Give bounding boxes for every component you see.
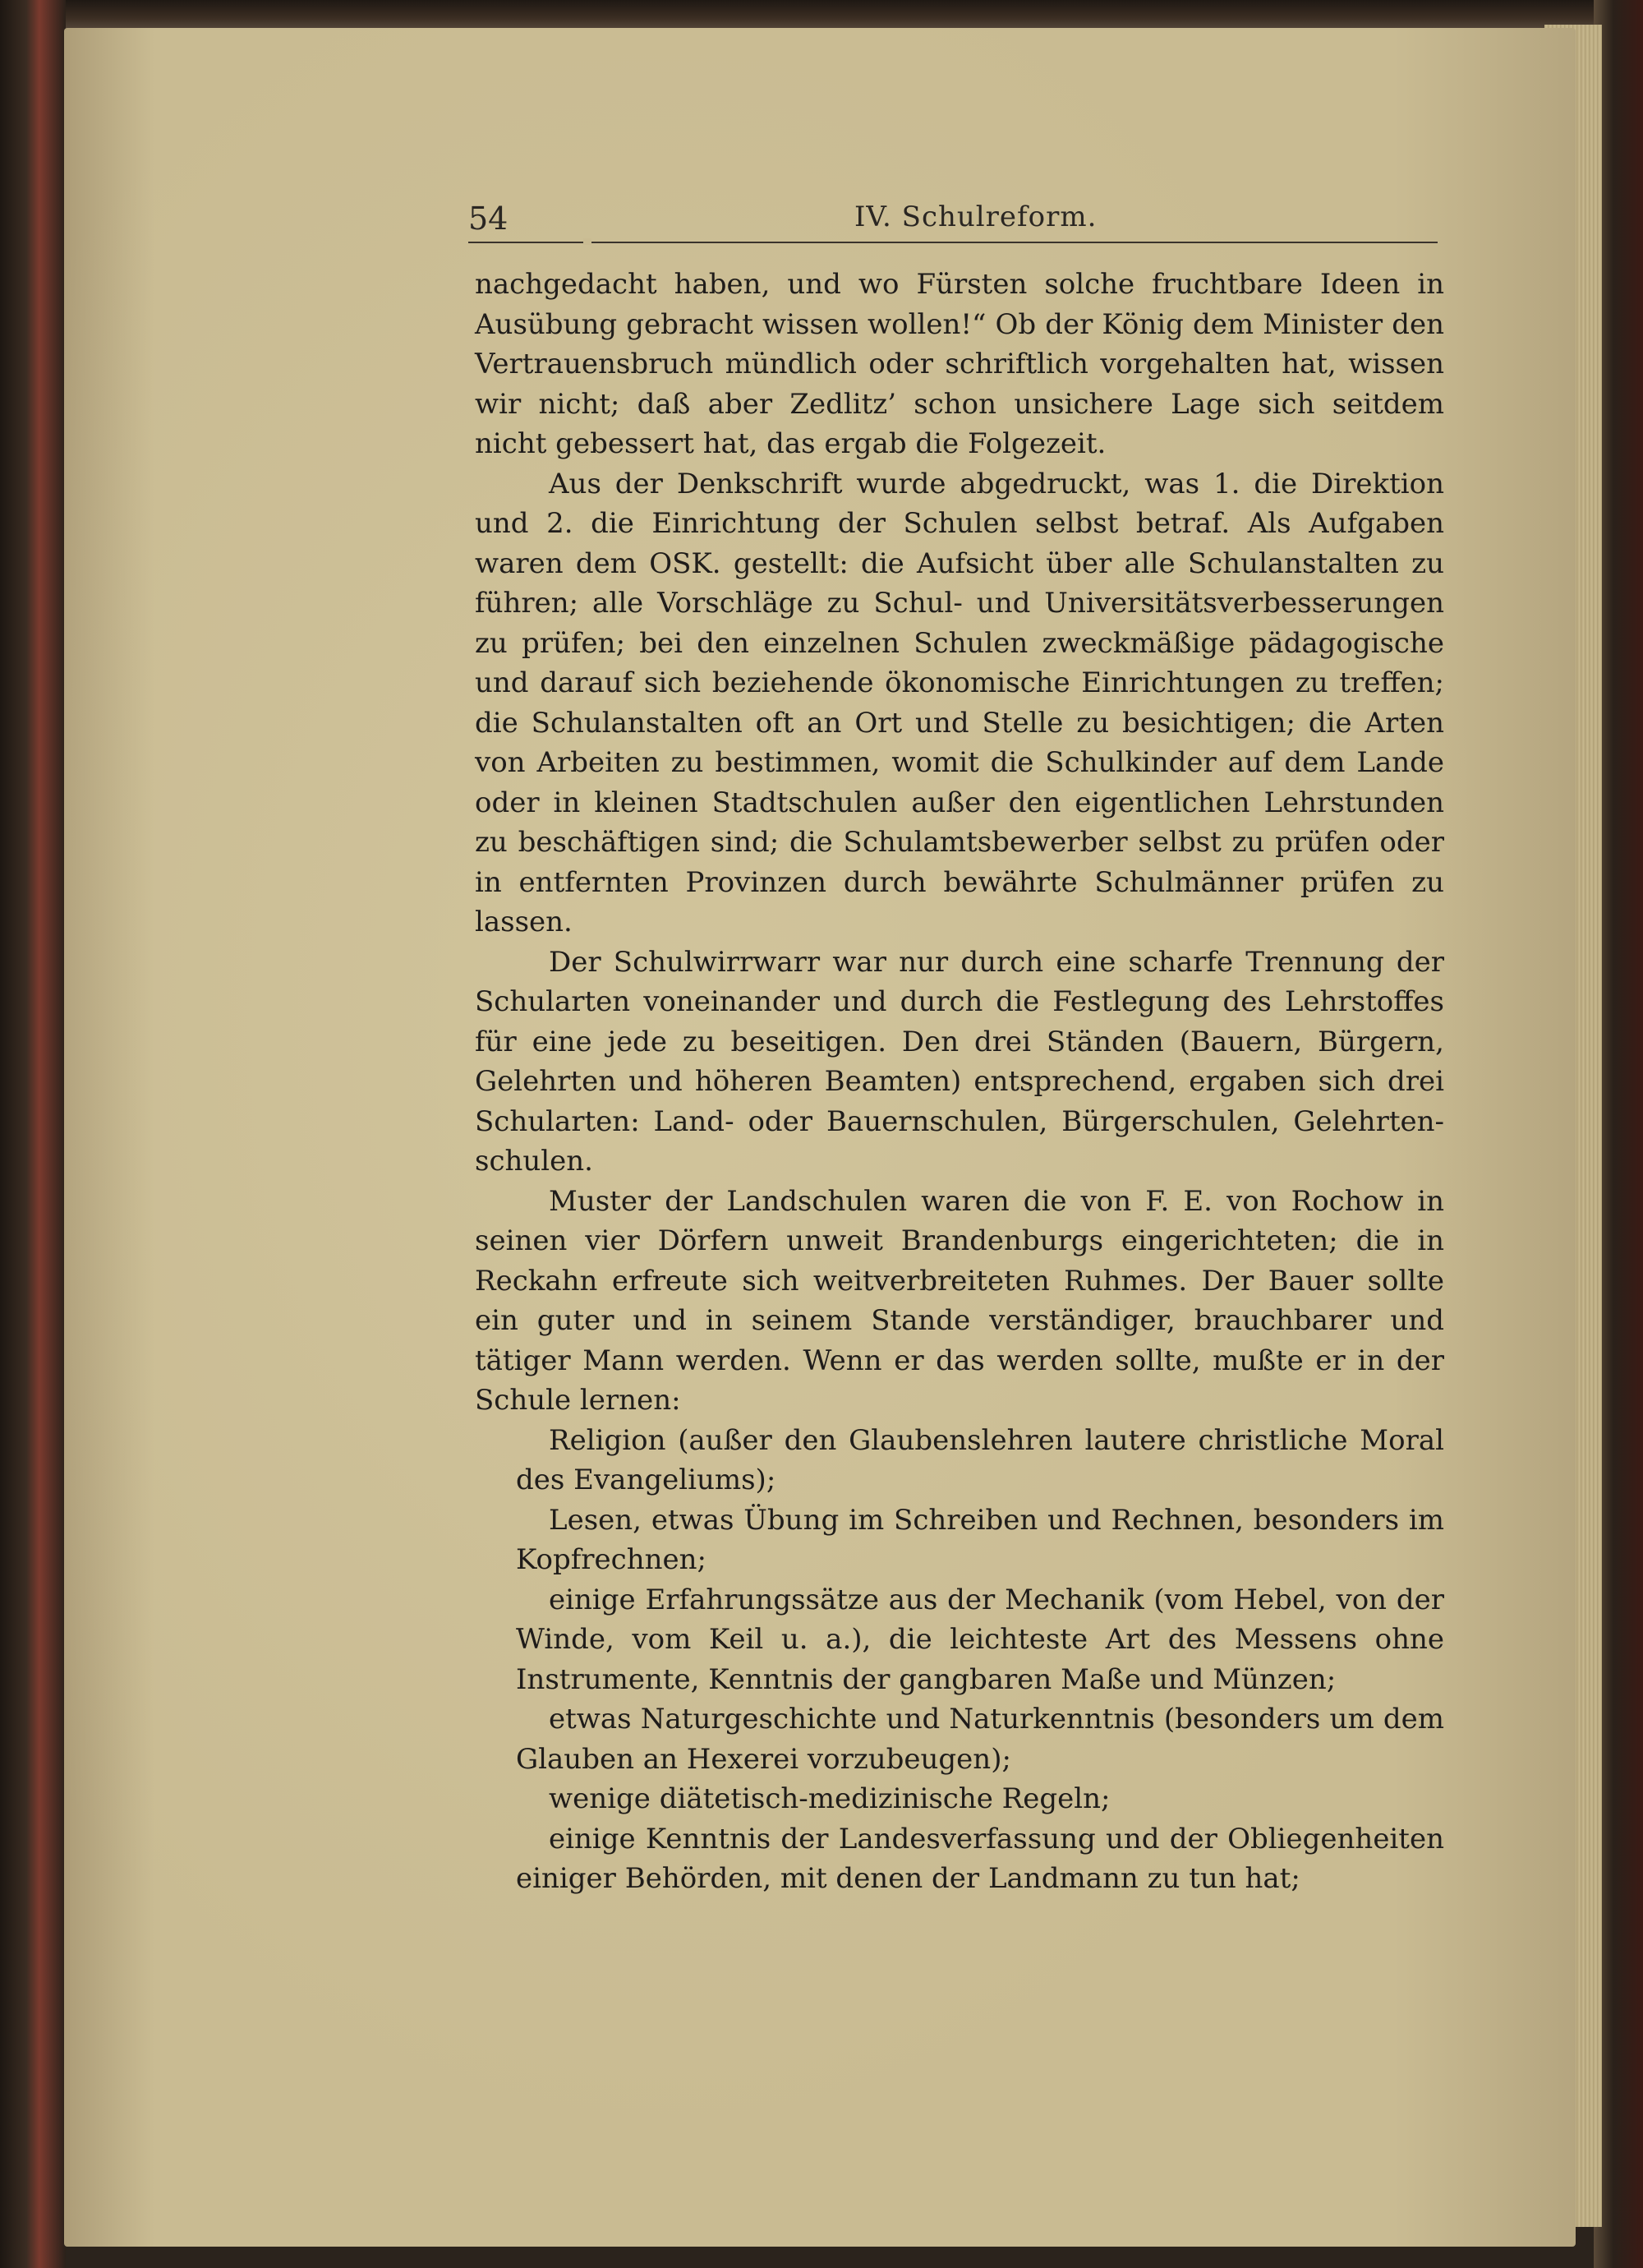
book-spine-left [0, 0, 66, 2268]
running-title: IV. Schulreform. [854, 201, 1098, 233]
body-text [475, 265, 1444, 1899]
book-cover-top [0, 0, 1643, 30]
list-item: Religion (außer den Glaubenslehren lautere christliche Moral des Evangeliums); [516, 1423, 1444, 1496]
list-item: einige Erfahrungssätze aus der Mechanik (vom Hebel, von der Winde, vom Keil u. a.), die leichteste Art des Messens ohne Instrumente, Kenntnis der gangbaren Maße und Münzen; [516, 1583, 1444, 1696]
list-item: etwas Naturgeschichte und Naturkenntnis (besonders um dem Glauben an Hexerei vorzubeugen); [516, 1703, 1444, 1776]
list-item: einige Kenntnis der Landesverfassung und der Obliegenheiten einiger Behörden, mit denen der Landmann zu tun hat; [516, 1822, 1444, 1895]
paragraph: Muster der Landschulen waren die von F. E. von Rochow in seinen vier Dörfern unweit Brandenburgs eingerichteten; die in Reckahn erfreute sich weitverbreiteten Ruhmes. Der Bauer sollte ein guter und in seinem Stande verständiger, brauchbarer und tätiger Mann werden. Wenn er das werden sollte, mußte er in der Schule lernen: [475, 1184, 1444, 1417]
paragraph: Der Schulwirrwarr war nur durch eine scharfe Trennung der Schularten voneinander und durch die Festlegung des Lehrstoffes für eine jede zu beseitigen. Den drei Ständen (Bauern, Bürgern, Gelehrten und höheren Beamten) entsprechend, ergaben sich drei Schularten: Land- oder Bauernschulen, Bürgerschulen, Gelehrten-schulen. [475, 945, 1444, 1178]
page-header [468, 192, 1438, 242]
list-item: wenige diätetisch-medizinische Regeln; [549, 1782, 1111, 1815]
paragraph: Aus der Denkschrift wurde abgedruckt, was 1. die Direktion und 2. die Einrichtung der Schulen selbst betraf. Als Aufgaben waren dem OSK. gestellt: die Aufsicht über alle Schulanstalten zu führen; alle Vorschläge zu Schul- und Universitätsverbesserungen zu prüfen; bei den einzelnen Schulen zweckmäßige pädagogische und darauf sich beziehende ökonomische Einrichtungen zu treffen; die Schulanstalten oft an Ort und Stelle zu besichtigen; die Arten von Arbeiten zu bestimmen, womit die Schulkinder auf dem Lande oder in kleinen Stadtschulen außer den eigentlichen Lehrstunden zu beschäftigen sind; die Schulamtsbewerber selbst zu prüfen oder in entfernten Provinzen durch bewährte Schulmänner prüfen zu lassen. [475, 467, 1444, 938]
paragraph: nachgedacht haben, und wo Fürsten solche fruchtbare Ideen in Ausübung gebracht wissen wollen!“ Ob der König dem Minister den Vertrauensbruch mündlich oder schriftlich vorgehalten hat, wissen wir nicht; daß aber Zedlitz’ schon unsichere Lage sich seitdem nicht gebessert hat, das ergab die Folgezeit. [475, 268, 1444, 460]
curriculum-list [475, 1421, 1444, 1899]
header-rule [468, 242, 1438, 243]
page-number: 54 [468, 201, 509, 237]
header-rule-gap [583, 238, 591, 245]
list-item: Lesen, etwas Übung im Schreiben und Rechnen, besonders im Kopfrechnen; [516, 1503, 1444, 1576]
